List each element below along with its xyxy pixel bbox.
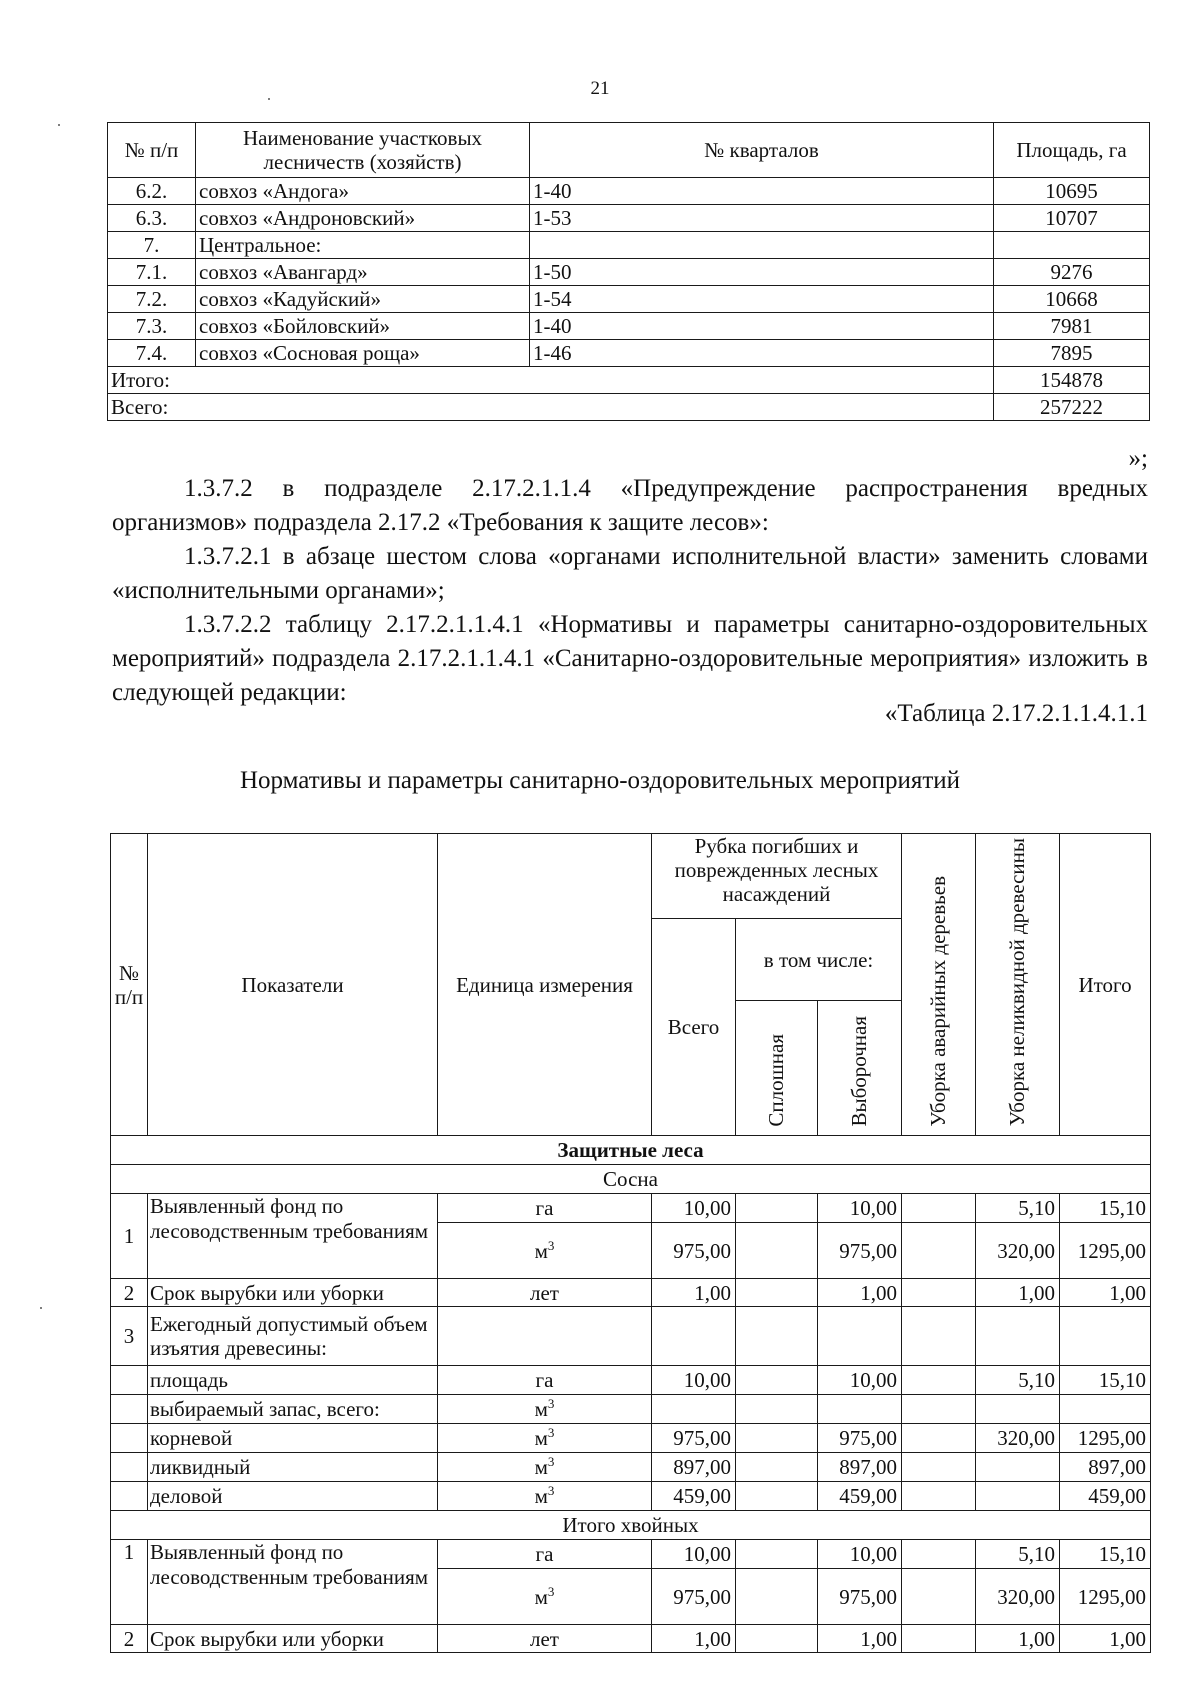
value-cell: 10,00 <box>652 1194 736 1223</box>
unit-cell: $м^3$ <box>438 1223 652 1279</box>
unit-cell: $м^3$ <box>438 1395 652 1424</box>
value-cell: 10,00 <box>652 1366 736 1395</box>
row-num: 2 <box>111 1625 148 1653</box>
cell-quarters: 1-50 <box>530 259 994 286</box>
value-cell: 5,10 <box>976 1194 1060 1223</box>
empty-cell <box>736 1366 818 1395</box>
scan-speck <box>268 98 270 100</box>
forestry-districts-table <box>107 122 1150 421</box>
table-reference: «Таблица 2.17.2.1.1.4.1.1 <box>884 700 1148 727</box>
empty-cell <box>736 1307 818 1366</box>
empty-cell <box>736 1625 818 1653</box>
unit-cell: га <box>438 1366 652 1395</box>
value-cell: 15,10 <box>1060 1540 1151 1569</box>
empty-cell <box>902 1307 976 1366</box>
table-row <box>108 232 1150 259</box>
header-name: Наименование участковых лесничеств (хозяйств) <box>196 123 530 178</box>
empty-cell <box>1060 1307 1151 1366</box>
section-protective-forests: Защитные леса <box>111 1136 1151 1165</box>
section-row <box>111 1136 1151 1165</box>
empty-cell <box>902 1366 976 1395</box>
table-row <box>108 259 1150 286</box>
empty-cell <box>736 1540 818 1569</box>
row-label: ликвидный <box>148 1453 438 1482</box>
value-cell: 1,00 <box>652 1625 736 1653</box>
empty-cell <box>902 1194 976 1223</box>
value-cell: 5,10 <box>976 1540 1060 1569</box>
cell-num: 7.1. <box>108 259 196 286</box>
grand-total-value: 257222 <box>994 394 1150 421</box>
value-cell: 10,00 <box>818 1366 902 1395</box>
closing-quote: »; <box>1128 445 1148 472</box>
empty-cell <box>902 1453 976 1482</box>
value-cell: 1,00 <box>818 1279 902 1307</box>
empty-cell <box>902 1569 976 1625</box>
value-cell: 975,00 <box>818 1424 902 1453</box>
value-cell: 1,00 <box>1060 1625 1151 1653</box>
table-row <box>108 178 1150 205</box>
table-row <box>111 1625 1151 1653</box>
cell-name: совхоз «Кадуйский» <box>196 286 530 313</box>
header-clear: Сплошная <box>736 1001 818 1136</box>
header-total-felling: Всего <box>652 919 736 1136</box>
cell-quarters: 1-46 <box>530 340 994 367</box>
cell-area <box>994 232 1150 259</box>
header-quarters: № кварталов <box>530 123 994 178</box>
table-row <box>111 1424 1151 1453</box>
section-total-conifers: Итого хвойных <box>111 1511 1151 1540</box>
value-cell: 1,00 <box>818 1625 902 1653</box>
empty-cell <box>818 1395 902 1424</box>
value-cell: 459,00 <box>1060 1482 1151 1511</box>
empty-cell <box>902 1482 976 1511</box>
value-cell: 5,10 <box>976 1366 1060 1395</box>
empty-cell <box>111 1482 148 1511</box>
paragraph-1-3-7-2: 1.3.7.2 в подразделе 2.17.2.1.1.4 «Предупреждение распространения вредных организмов» подраздела 2.17.2 «Требования к защите лесов»: <box>112 475 1148 536</box>
table-row <box>111 1279 1151 1307</box>
cell-num: 7.4. <box>108 340 196 367</box>
section-pine: Сосна <box>111 1165 1151 1194</box>
table-row <box>108 205 1150 232</box>
empty-cell <box>111 1424 148 1453</box>
empty-cell <box>976 1482 1060 1511</box>
empty-cell <box>652 1307 736 1366</box>
header-selective: Выборочная <box>818 1001 902 1136</box>
empty-cell <box>976 1453 1060 1482</box>
cell-area: 9276 <box>994 259 1150 286</box>
empty-cell <box>818 1307 902 1366</box>
cell-num: 6.3. <box>108 205 196 232</box>
subtotal-value: 154878 <box>994 367 1150 394</box>
row-label: корневой <box>148 1424 438 1453</box>
empty-cell <box>736 1194 818 1223</box>
cell-area: 7895 <box>994 340 1150 367</box>
value-cell: 975,00 <box>652 1223 736 1279</box>
header-row-1 <box>111 834 1151 919</box>
cell-area: 10668 <box>994 286 1150 313</box>
empty-cell <box>652 1395 736 1424</box>
empty-cell <box>438 1307 652 1366</box>
value-cell: 975,00 <box>652 1424 736 1453</box>
value-cell: 897,00 <box>1060 1453 1151 1482</box>
cell-quarters: 1-54 <box>530 286 994 313</box>
cell-quarters: 1-53 <box>530 205 994 232</box>
subtotal-label: Итого: <box>108 367 994 394</box>
grand-total-label: Всего: <box>108 394 994 421</box>
value-cell: 15,10 <box>1060 1194 1151 1223</box>
header-indicator: Показатели <box>148 834 438 1136</box>
empty-cell <box>111 1366 148 1395</box>
header-emergency: Уборка аварийных деревьев <box>902 834 976 1136</box>
table-row <box>108 286 1150 313</box>
header-felling: Рубка погибших и поврежденных лесных насаждений <box>652 834 902 919</box>
header-num: № п/п <box>108 123 196 178</box>
table-row <box>111 1366 1151 1395</box>
empty-cell <box>736 1453 818 1482</box>
sanitary-measures-table <box>110 833 1151 1653</box>
cell-area: 10707 <box>994 205 1150 232</box>
cell-quarters: 1-40 <box>530 178 994 205</box>
unit-cell: га <box>438 1540 652 1569</box>
empty-cell <box>902 1424 976 1453</box>
empty-cell <box>976 1395 1060 1424</box>
value-cell: 975,00 <box>652 1569 736 1625</box>
empty-cell <box>736 1279 818 1307</box>
empty-cell <box>902 1279 976 1307</box>
value-cell: 1,00 <box>976 1625 1060 1653</box>
cell-name: совхоз «Андроновский» <box>196 205 530 232</box>
subtotal-row <box>108 367 1150 394</box>
table-header-row <box>108 123 1150 178</box>
cell-name: совхоз «Бойловский» <box>196 313 530 340</box>
cell-num: 7. <box>108 232 196 259</box>
empty-cell <box>902 1223 976 1279</box>
unit-cell: $м^3$ <box>438 1424 652 1453</box>
header-num: № п/п <box>111 834 148 1136</box>
empty-cell <box>736 1482 818 1511</box>
header-including: в том числе: <box>736 919 902 1001</box>
value-cell: 10,00 <box>652 1540 736 1569</box>
row-label: деловой <box>148 1482 438 1511</box>
page-number: 21 <box>590 78 610 99</box>
value-cell: 897,00 <box>652 1453 736 1482</box>
row-label: Срок вырубки или уборки <box>148 1279 438 1307</box>
row-num: 3 <box>111 1307 148 1366</box>
table-row <box>111 1540 1151 1569</box>
unit-cell: $м^3$ <box>438 1453 652 1482</box>
unit-cell: $м^3$ <box>438 1569 652 1625</box>
table-row <box>111 1482 1151 1511</box>
unit-cell: лет <box>438 1625 652 1653</box>
empty-cell <box>902 1540 976 1569</box>
scan-speck <box>58 124 60 126</box>
value-cell: 1295,00 <box>1060 1223 1151 1279</box>
cell-num: 7.2. <box>108 286 196 313</box>
empty-cell <box>902 1625 976 1653</box>
value-cell: 320,00 <box>976 1223 1060 1279</box>
header-total: Итого <box>1060 834 1151 1136</box>
empty-cell <box>736 1395 818 1424</box>
cell-name: совхоз «Авангард» <box>196 259 530 286</box>
empty-cell <box>736 1424 818 1453</box>
empty-cell <box>902 1395 976 1424</box>
table-row <box>111 1453 1151 1482</box>
value-cell: 975,00 <box>818 1569 902 1625</box>
cell-name: совхоз «Андога» <box>196 178 530 205</box>
cell-area: 7981 <box>994 313 1150 340</box>
cell-area: 10695 <box>994 178 1150 205</box>
row-num: 2 <box>111 1279 148 1307</box>
unit-cell: га <box>438 1194 652 1223</box>
empty-cell <box>736 1569 818 1625</box>
row-label: Ежегодный допустимый объем изъятия древесины: <box>148 1307 438 1366</box>
cell-name: Центральное: <box>196 232 530 259</box>
cell-name: совхоз «Сосновая роща» <box>196 340 530 367</box>
value-cell: 1,00 <box>652 1279 736 1307</box>
value-cell: 15,10 <box>1060 1366 1151 1395</box>
section-row <box>111 1511 1151 1540</box>
value-cell: 10,00 <box>818 1540 902 1569</box>
table-row <box>108 313 1150 340</box>
unit-cell: $м^3$ <box>438 1482 652 1511</box>
value-cell: 1295,00 <box>1060 1424 1151 1453</box>
row-num: 1 <box>111 1194 148 1279</box>
value-cell: 10,00 <box>818 1194 902 1223</box>
empty-cell <box>976 1307 1060 1366</box>
empty-cell <box>111 1395 148 1424</box>
row-label: Срок вырубки или уборки <box>148 1625 438 1653</box>
scan-speck <box>40 1307 42 1309</box>
paragraph-1-3-7-2-1: 1.3.7.2.1 в абзаце шестом слова «органами исполнительной власти» заменить словами «исполнительными органами»; <box>112 543 1148 604</box>
empty-cell <box>1060 1395 1151 1424</box>
row-label: Выявленный фонд по лесоводственным требованиям <box>148 1194 438 1279</box>
unit-cell: лет <box>438 1279 652 1307</box>
cell-num: 7.3. <box>108 313 196 340</box>
value-cell: 897,00 <box>818 1453 902 1482</box>
cell-quarters <box>530 232 994 259</box>
value-cell: 459,00 <box>818 1482 902 1511</box>
table-title: Нормативы и параметры санитарно-оздоровительных мероприятий <box>239 767 961 794</box>
header-unmarketable: Уборка неликвидной древесины <box>976 834 1060 1136</box>
header-unit: Единица измерения <box>438 834 652 1136</box>
table-row <box>108 340 1150 367</box>
cell-quarters: 1-40 <box>530 313 994 340</box>
row-label: площадь <box>148 1366 438 1395</box>
empty-cell <box>736 1223 818 1279</box>
row-num: 1 <box>111 1540 148 1625</box>
value-cell: 1,00 <box>1060 1279 1151 1307</box>
value-cell: 975,00 <box>818 1223 902 1279</box>
value-cell: 320,00 <box>976 1569 1060 1625</box>
paragraph-1-3-7-2-2: 1.3.7.2.2 таблицу 2.17.2.1.1.4.1 «Нормативы и параметры санитарно-оздоровительных мероприятий» подраздела 2.17.2.1.1.4.1 «Санитарно-оздоровительные мероприятия» изложить в следующей редакции: <box>112 611 1148 706</box>
value-cell: 1295,00 <box>1060 1569 1151 1625</box>
empty-cell <box>111 1453 148 1482</box>
table-row <box>111 1307 1151 1366</box>
section-row <box>111 1165 1151 1194</box>
table-row <box>111 1395 1151 1424</box>
value-cell: 1,00 <box>976 1279 1060 1307</box>
value-cell: 320,00 <box>976 1424 1060 1453</box>
row-label: Выявленный фонд по лесоводственным требованиям <box>148 1540 438 1625</box>
table-row <box>111 1194 1151 1223</box>
header-area: Площадь, га <box>994 123 1150 178</box>
row-label: выбираемый запас, всего: <box>148 1395 438 1424</box>
cell-num: 6.2. <box>108 178 196 205</box>
grand-total-row <box>108 394 1150 421</box>
value-cell: 459,00 <box>652 1482 736 1511</box>
